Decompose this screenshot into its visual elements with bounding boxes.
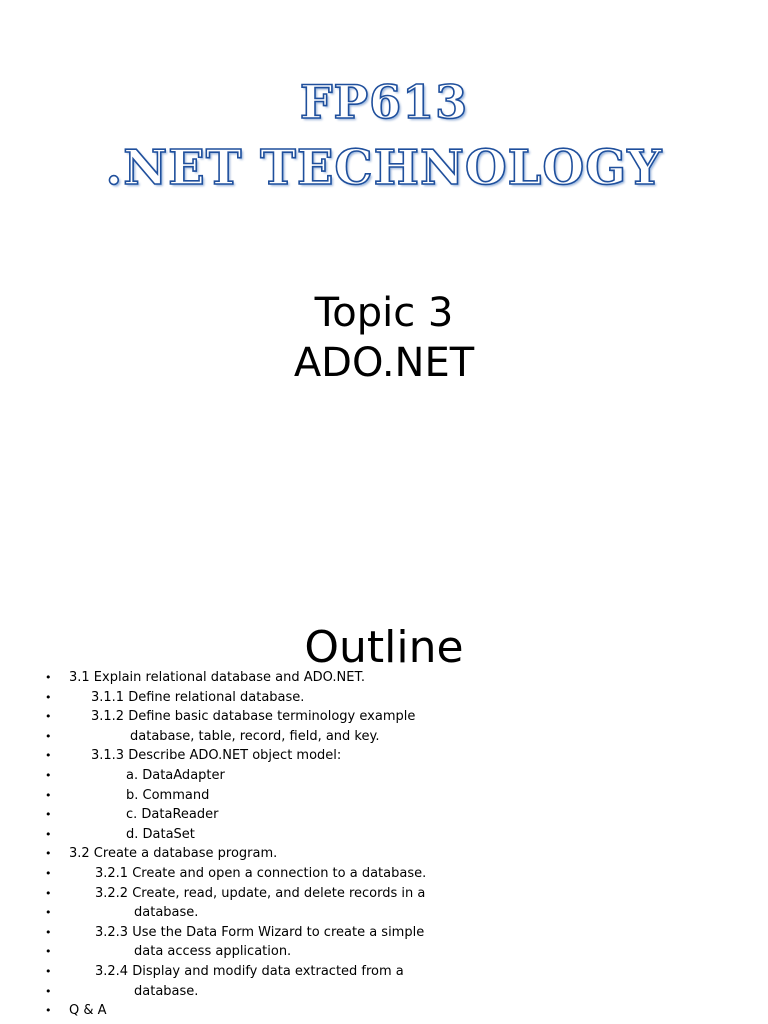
bullet-icon: • [45,847,52,861]
bullet-icon: • [45,749,52,763]
bullet-icon: • [45,1004,52,1018]
list-item [0,844,768,864]
list-item-text: d. DataSet [126,826,195,842]
list-item-text: 3.1 Explain relational database and ADO.NET. [69,670,365,685]
course-name-wordart: .NET TECHNOLOGY [105,140,663,196]
bullet-icon: • [45,925,52,939]
bullet-icon: • [45,827,52,841]
list-item [0,805,768,825]
list-item-text: Q & A [69,1003,107,1019]
list-item-text: 3.2.2 Create, read, update, and delete records in a [95,885,426,901]
bullet-icon: • [45,866,52,880]
bullet-icon: • [45,729,52,743]
list-item [0,942,768,962]
bullet-icon: • [45,671,52,684]
bullet-icon: • [45,984,52,998]
list-item [0,668,768,688]
list-item [0,864,768,884]
outline-slide [0,600,768,1024]
course-code-wordart: FP613 [299,75,469,129]
topic-title: ADO.NET [293,340,475,386]
list-item-text: 3.2 Create a database program. [69,846,278,862]
list-item-text: 3.1.1 Define relational database. [91,689,305,705]
list-item [0,766,768,786]
list-item-text: c. DataReader [126,807,219,823]
bullet-icon: • [45,768,52,782]
list-item-text: 3.2.4 Display and modify data extracted from a [95,963,404,979]
list-item-text: 3.1.3 Describe ADO.NET object model: [91,748,342,764]
list-item [0,746,768,766]
bullet-icon: • [45,886,52,900]
list-item-text: b. Command [126,787,210,803]
outline-title: Outline [304,622,464,673]
outline-list [0,668,768,1021]
bullet-icon: • [45,788,52,802]
list-item-text: database, table, record, field, and key. [130,728,380,744]
bullet-icon: • [45,964,52,978]
list-item [0,982,768,1002]
list-item [0,1001,768,1021]
bullet-icon: • [45,906,52,920]
list-item [0,962,768,982]
bullet-icon: • [45,690,52,704]
list-item [0,884,768,904]
list-item [0,727,768,747]
list-item-text: database. [134,983,199,999]
topic-number: Topic 3 [314,290,454,336]
bullet-icon: • [45,808,52,822]
list-item-text: a. DataAdapter [126,767,225,783]
list-item-text: database. [134,905,199,921]
list-item [0,903,768,923]
list-item-text: 3.2.3 Use the Data Form Wizard to create a simple [95,924,425,940]
list-item-text: data access application. [134,944,292,960]
list-item [0,688,768,708]
bullet-icon: • [45,710,52,724]
bullet-icon: • [45,945,52,959]
list-item-text: 3.2.1 Create and open a connection to a database. [95,865,427,881]
list-item [0,786,768,806]
list-item-text: 3.1.2 Define basic database terminology example [91,709,416,725]
list-item [0,707,768,727]
list-item [0,923,768,943]
list-item [0,825,768,845]
